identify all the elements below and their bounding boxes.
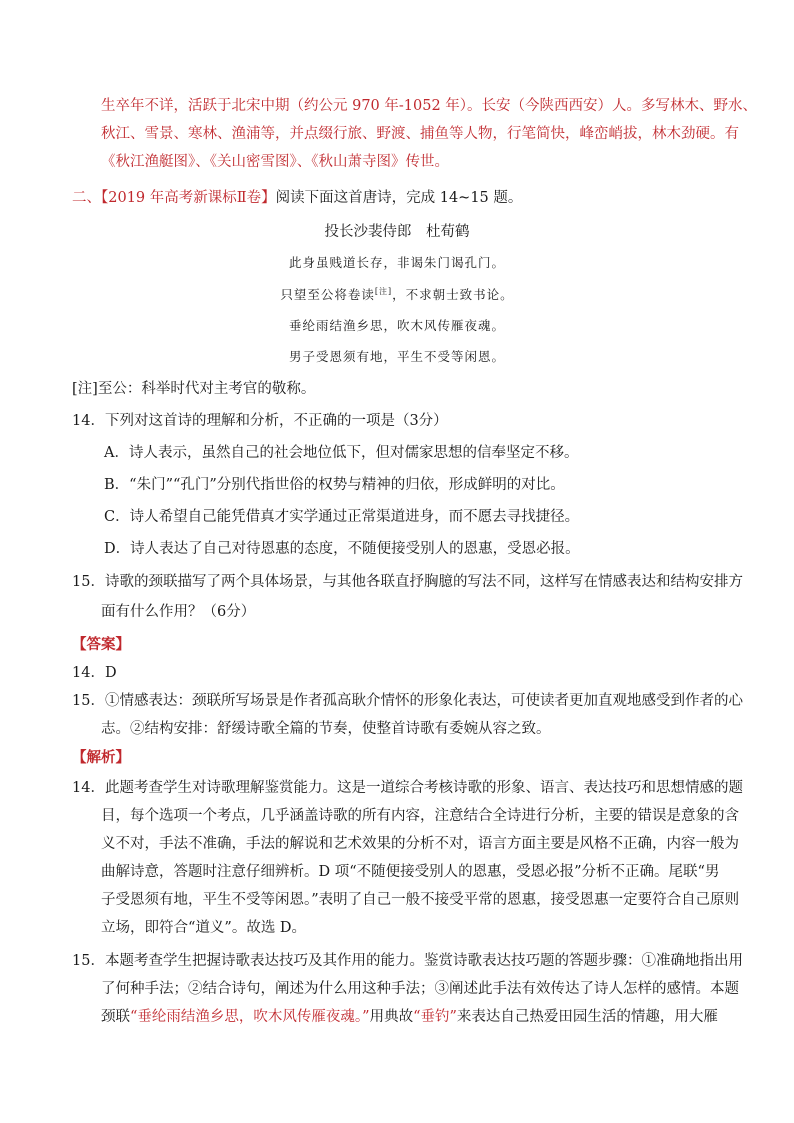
- section-instruction: 阅读下面这首唐诗，完成 14~15 题。: [275, 190, 523, 206]
- answer-15-line-2: 志。②结构安排：舒缓诗歌全篇的节奏，使整首诗歌有委婉从容之致。: [101, 721, 551, 737]
- answer-header: 【答案】: [72, 636, 130, 653]
- intro-line-1: 生卒年不详，活跃于北宋中期（约公元 970 年-1052 年）。长安（今陕西西安）人。多写林木、野水、: [101, 98, 758, 114]
- poem-line-4: 男子受恩须有地，平生不受等闲恩。: [288, 349, 505, 364]
- analysis-15-seg-c: 用典故: [369, 1009, 414, 1025]
- poem-line-2: [0, 285, 794, 303]
- poem-footnote: [注]至公：科举时代对主考官的敬称。: [72, 381, 316, 397]
- intro-line-3: 《秋江渔艇图》、《关山密雪图》、《秋山萧寺图》传世。: [101, 154, 449, 170]
- analysis-15-seg-a: 颈联: [101, 1009, 130, 1025]
- analysis-14-line-4: 曲解诗意，答题时注意仔细辨析。D 项“不随便接受别人的恩惠，受恩必报”分析不正确。尾联“男: [101, 864, 720, 880]
- poem-line-2-a: 只望至公将卷读: [280, 287, 375, 302]
- analysis-15-quote-poem: “垂纶雨结渔乡思，吹木风传雁夜魂。”: [130, 1009, 370, 1025]
- analysis-14-line-6: 立场，即符合“道义”。故选 D。: [101, 920, 307, 936]
- analysis-15-line-2: 了何种手法；②结合诗句，阐述为什么用这种手法；③阐述此手法有效传达了诗人怎样的感情。本题: [101, 981, 739, 997]
- q15-stem-line-1: 15．诗歌的颈联描写了两个具体场景，与其他各联直抒胸臆的写法不同，这样写在情感表达和结构安排方: [72, 574, 743, 590]
- q15-stem-line-2: 面有什么作用？（6分）: [101, 604, 256, 620]
- analysis-15-line-1: 15．本题考查学生把握诗歌表达技巧及其作用的能力。鉴赏诗歌表达技巧题的答题步骤：①准确地指出用: [72, 953, 743, 969]
- q14-stem: 14．下列对这首诗的理解和分析，不正确的一项是（3分）: [72, 413, 448, 429]
- analysis-header: 【解析】: [72, 749, 130, 766]
- poem-line-3: 垂纶雨结渔乡思，吹木风传雁夜魂。: [288, 318, 505, 333]
- section-prefix: 二、: [72, 190, 101, 206]
- poem-note-mark: [注]: [374, 286, 393, 296]
- q14-option-a: A．诗人表示，虽然自己的社会地位低下，但对儒家思想的信奉坚定不移。: [104, 445, 579, 461]
- poem-title: 投长沙裴侍郎 杜荀鹤: [324, 224, 470, 240]
- answer-15-line-1: [72, 691, 743, 711]
- q14-option-b: B．“朱门”“孔门”分别代指世俗的权势与精神的归依，形成鲜明的对比。: [104, 477, 565, 493]
- analysis-15-quote-allusion: “垂钓”: [413, 1009, 457, 1025]
- analysis-15-line-3: [101, 1007, 718, 1027]
- poem-line-1: 此身虽贱道长存，非谒朱门谒孔门。: [288, 255, 505, 270]
- analysis-14-line-5: 子受恩须有地，平生不受等闲恩。”表明了自己一般不接受平常的恩惠，接受恩惠一定要符合自己原则: [101, 892, 740, 908]
- poem-line-2-b: ，不求朝士致书论。: [392, 287, 514, 302]
- answer-14: 14．D: [72, 665, 117, 681]
- q14-option-d: D．诗人表达了自己对待恩惠的态度，不随便接受别人的恩惠，受恩必报。: [104, 541, 580, 557]
- intro-line-2: 秋江、雪景、寒林、渔浦等，并点缀行旅、野渡、捕鱼等人物，行笔简快，峰峦峭拔，林木劲硬。有: [101, 126, 739, 142]
- q14-option-c: C．诗人希望自己能凭借真才实学通过正常渠道进身，而不愿去寻找捷径。: [104, 509, 580, 525]
- section-header: [72, 188, 522, 208]
- analysis-15-seg-e: 来表达自己热爱田园生活的情趣，用大雁: [456, 1009, 718, 1025]
- analysis-14-line-3: 义不对，手法不准确，手法的解说和艺术效果的分析不对，语言方面主要是风格不正确，内容一般为: [101, 836, 739, 852]
- analysis-14-line-2: 目，每个选项一个考点，几乎涵盖诗歌的所有内容，注意结合全诗进行分析，主要的错误是意象的含: [101, 808, 739, 824]
- answer-15-text-1: 15．①情感表达：颈联所写场景是作者孤高耿介情怀的形象化表达，可使读者更加直观地感受到作者的心: [72, 693, 743, 709]
- section-source: 【2019 年高考新课标Ⅱ卷】: [101, 190, 276, 206]
- analysis-14-line-1: 14．此题考查学生对诗歌理解鉴赏能力。这是一道综合考核诗歌的形象、语言、表达技巧和思想情感的题: [72, 780, 743, 796]
